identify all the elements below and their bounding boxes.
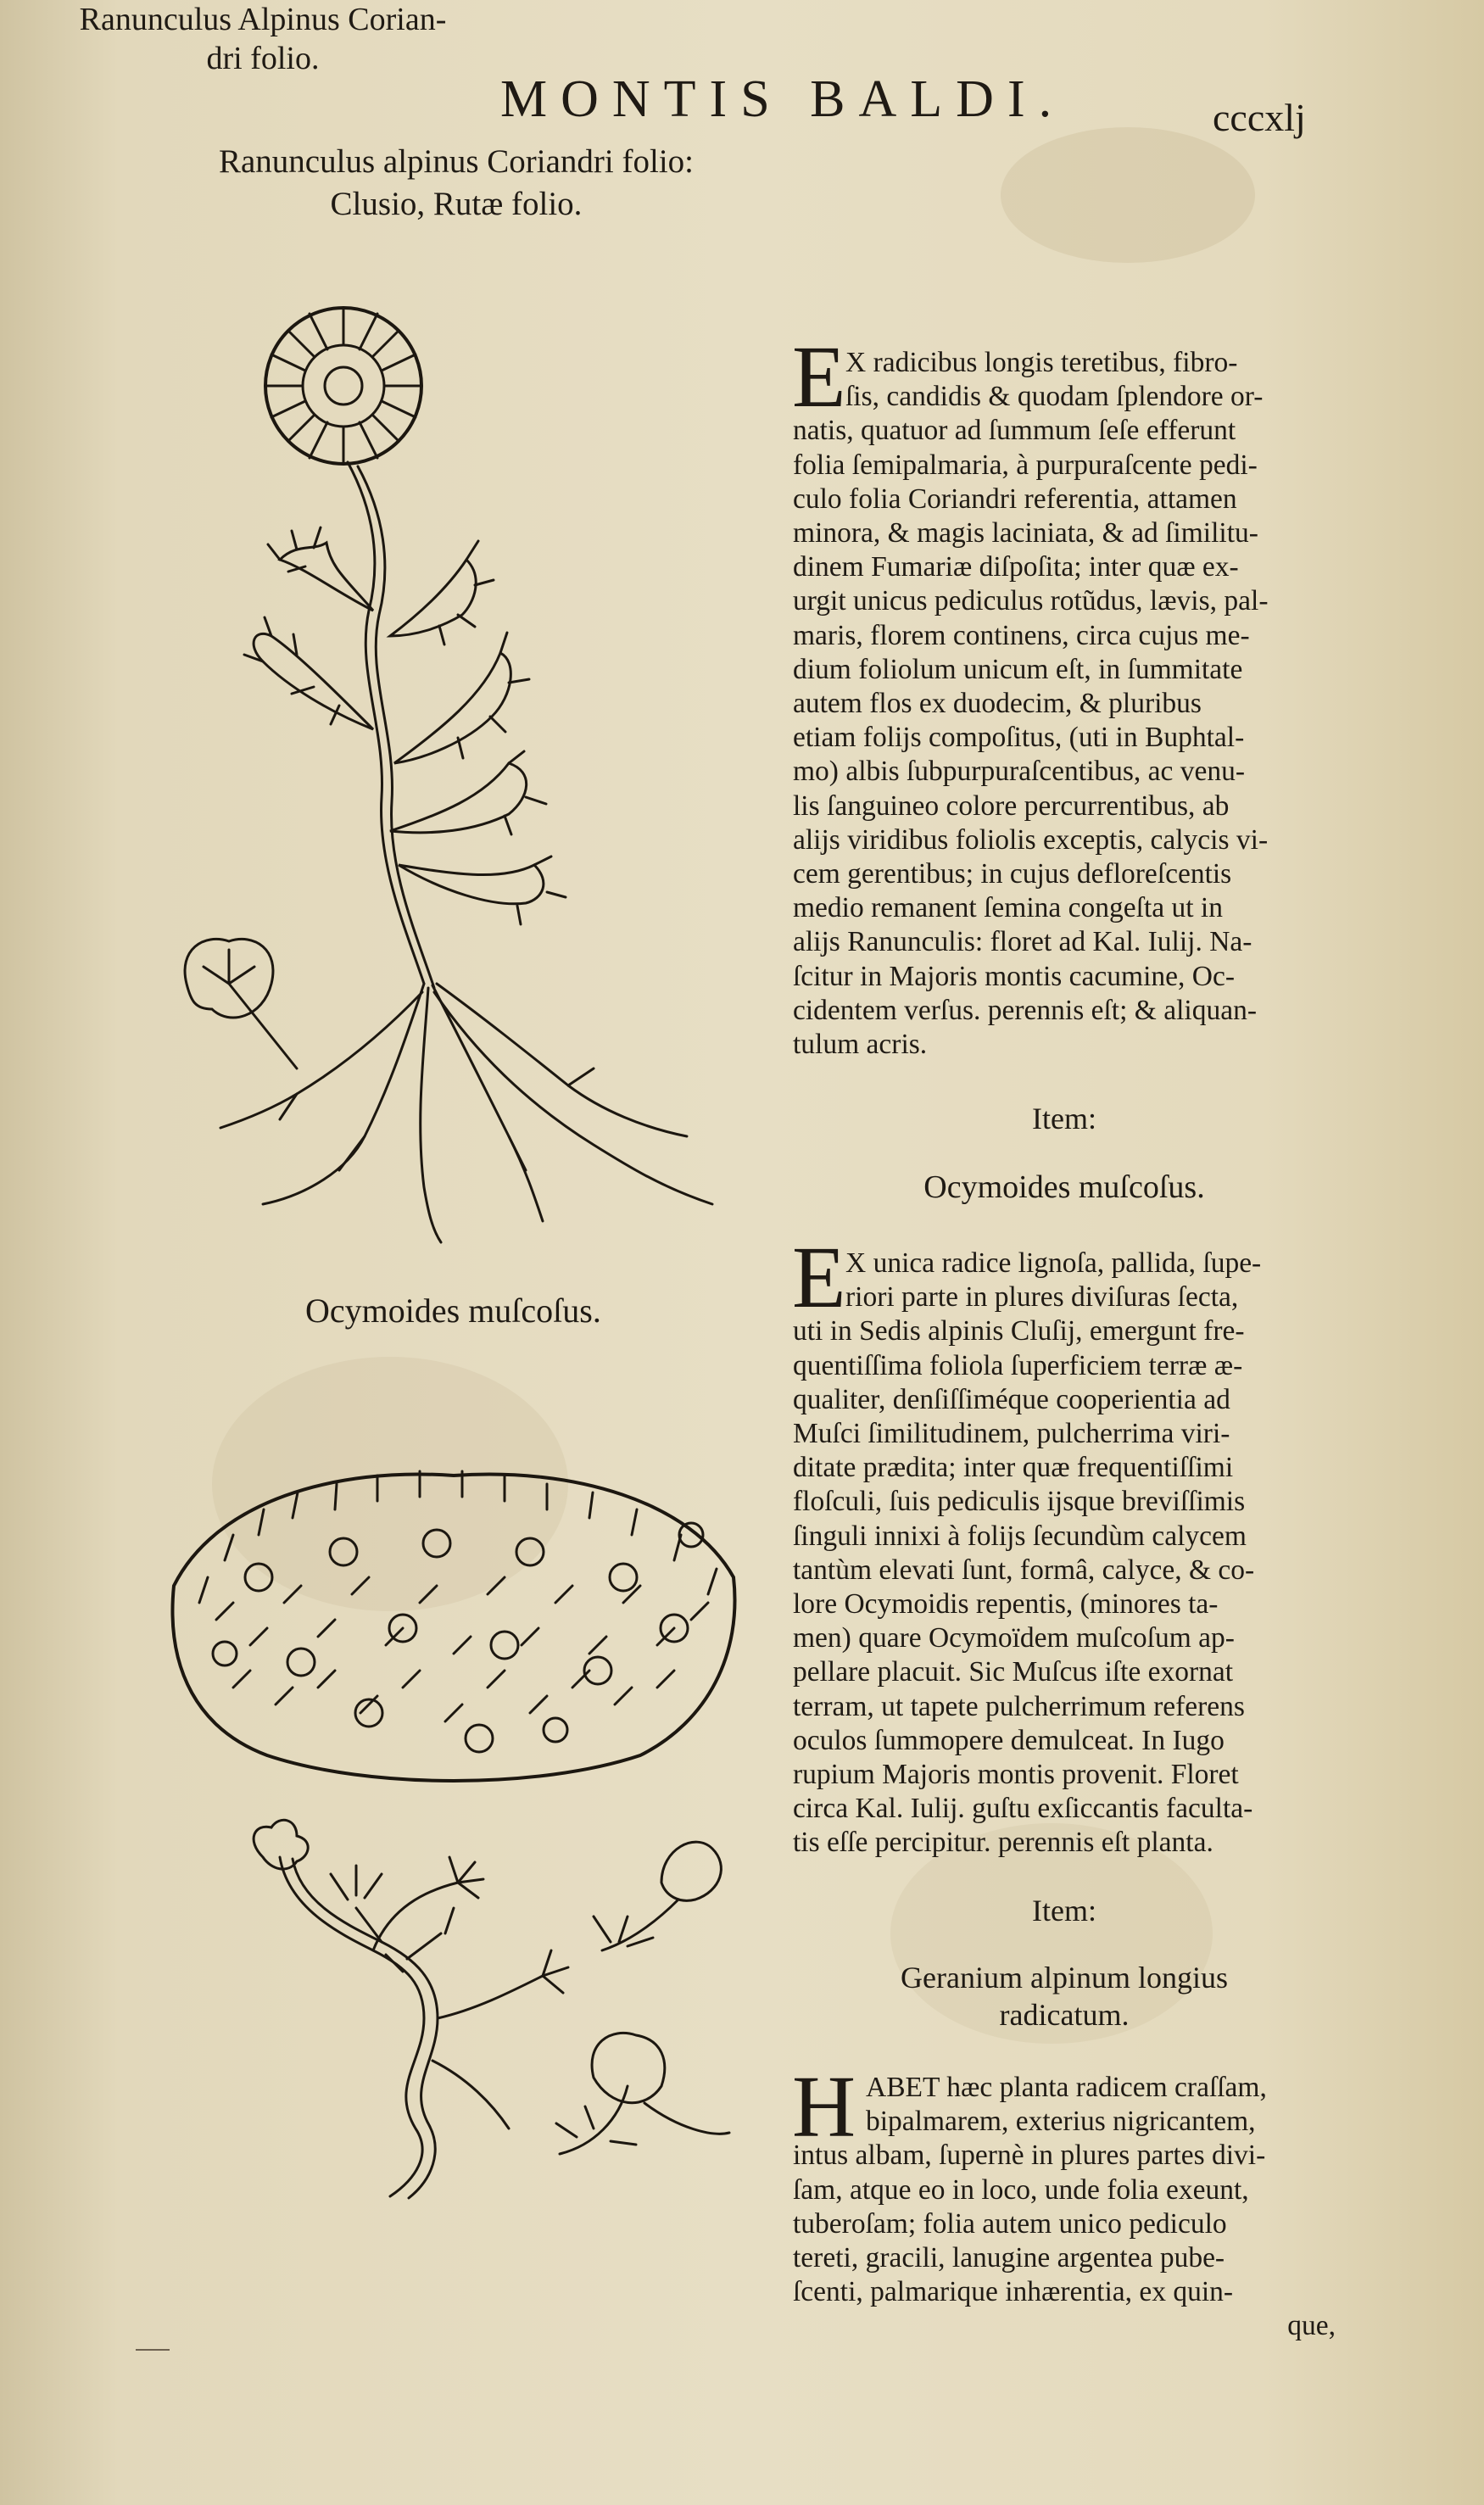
text-line: Muſci ſimilitudinem, pulcherrima viri- bbox=[793, 1418, 1230, 1450]
text-line: X unica radice lignoſa, pallida, ſupe- bbox=[845, 1247, 1262, 1279]
text-line: minora, & magis laciniata, & ad ſimilitu- bbox=[793, 517, 1258, 550]
section3-title-line2: radicatum. bbox=[999, 1998, 1130, 2032]
detached-leaf bbox=[185, 939, 297, 1068]
text-line: ſis, candidis & quodam ſplendore or- bbox=[845, 381, 1264, 413]
catchword: que, bbox=[1287, 2310, 1336, 2342]
section2-dropcap: E bbox=[792, 1229, 846, 1326]
text-line: dinem Fumariæ diſpoſita; inter quæ ex- bbox=[793, 551, 1239, 583]
margin-mark bbox=[136, 2349, 170, 2351]
text-line: rupium Majoris montis provenit. Floret bbox=[793, 1759, 1239, 1791]
text-line: uti in Sedis alpinis Cluſij, emergunt fre- bbox=[793, 1315, 1245, 1347]
text-line: X radicibus longis teretibus, fibro- bbox=[845, 347, 1238, 378]
text-line: ſam, atque eo in loco, unde folia exeunt, bbox=[793, 2173, 1249, 2206]
leaves bbox=[244, 527, 566, 924]
section3-title bbox=[793, 1959, 1336, 2034]
text-line: alijs Ranunculis: floret ad Kal. Iulij. Na- bbox=[793, 926, 1252, 958]
text-line: terram, ut tapete pulcherrimum referens bbox=[793, 1690, 1245, 1722]
text-line: men) quare Ocymoïdem muſcoſum ap- bbox=[793, 1622, 1235, 1654]
section1-paragraph bbox=[793, 346, 1336, 1062]
paper-stain bbox=[1001, 127, 1255, 263]
text-line: ſinguli innixi à folijs ſecundùm calycem bbox=[793, 1520, 1247, 1552]
text-line: mo) albis ſubpurpuraſcentibus, ac venu- bbox=[793, 756, 1246, 788]
text-line: culo folia Coriandri referentia, attamen bbox=[793, 483, 1237, 515]
section3-title-line1: Geranium alpinum longius bbox=[901, 1961, 1228, 1995]
item-heading: Item: bbox=[1032, 1102, 1096, 1135]
section1-title-line1: Ranunculus Alpinus Corian- bbox=[79, 2, 447, 37]
section1-title bbox=[0, 0, 526, 78]
text-line: folia ſemipalmaria, à purpuraſcente pedi- bbox=[793, 449, 1258, 481]
section1-dropcap: E bbox=[792, 328, 846, 426]
text-line: ſcitur in Majoris montis cacumine, Oc- bbox=[793, 960, 1235, 992]
text-line: lis ſanguineo colore percurrentibus, ab bbox=[793, 789, 1230, 822]
text-line: natis, quatuor ad ſummum ſeſe efferunt bbox=[793, 415, 1236, 447]
ocymoides-moss-woodcut bbox=[165, 1433, 742, 1789]
text-line: tulum acris. bbox=[793, 1029, 928, 1061]
text-line: circa Kal. Iulij. guſtu exſiccantis faculta- bbox=[793, 1793, 1253, 1825]
text-line: dium foliolum unicum eſt, in ſummitate bbox=[793, 653, 1243, 685]
section1-title-line2: dri folio. bbox=[206, 41, 320, 76]
sprig-upper-right bbox=[594, 1842, 721, 1950]
text-line: tereti, gracili, lanugine argentea pube- bbox=[793, 2242, 1225, 2274]
text-line: intus albam, ſupernè in plures partes divi- bbox=[793, 2140, 1266, 2172]
sprig-lower-right bbox=[556, 2033, 729, 2154]
text-line: ABET hæc planta radicem craſſam, bbox=[866, 2072, 1267, 2103]
text-line: lore Ocymoidis repentis, (minores ta- bbox=[793, 1588, 1219, 1621]
text-line: qualiter, denſiſſiméque cooperientia ad bbox=[793, 1383, 1230, 1415]
flower-head bbox=[265, 308, 421, 464]
section3-dropcap: H bbox=[792, 2058, 856, 2156]
ranunculus-woodcut bbox=[170, 288, 763, 1255]
figure1-caption-line1: Ranunculus alpinus Coriandri folio: bbox=[218, 143, 694, 180]
folio-number: cccxlj bbox=[1213, 96, 1306, 139]
section2-title: Ocymoides muſcoſus. bbox=[923, 1169, 1205, 1205]
section3-paragraph bbox=[792, 2058, 1336, 2344]
text-line: ſcenti, palmarique inhærentia, ex quin- bbox=[793, 2276, 1234, 2308]
item-heading: Item: bbox=[1032, 1894, 1096, 1928]
figure1-caption-line2: Clusio, Rutæ folio. bbox=[330, 186, 583, 222]
text-line: floſculi, ſuis pediculis ijsque breviſſimis bbox=[793, 1486, 1246, 1518]
section2-paragraph bbox=[793, 1247, 1336, 1861]
text-line: urgit unicus pediculus rotũdus, lævis, pal- bbox=[793, 585, 1269, 617]
text-line: cem gerentibus; in cujus defloreſcentis bbox=[793, 858, 1232, 890]
text-line: oculos ſummopere demulceat. In Iugo bbox=[793, 1724, 1225, 1756]
running-title: MONTIS BALDI. bbox=[500, 70, 1066, 128]
figure2-caption: Ocymoides muſcoſus. bbox=[305, 1292, 601, 1330]
text-line: bipalmarem, exterius nigricantem, bbox=[866, 2106, 1256, 2138]
text-line: etiam folijs compoſitus, (uti in Buphtal- bbox=[793, 722, 1245, 754]
ocymoides-root-woodcut bbox=[220, 1806, 746, 2230]
text-line: riori parte in plures diviſuras ſecta, bbox=[845, 1281, 1239, 1314]
text-line: pellare placuit. Sic Muſcus iſte exornat bbox=[793, 1656, 1234, 1688]
text-line: ditate prædita; inter quæ frequentiſſimi bbox=[793, 1452, 1234, 1484]
text-line: quentiſſima foliola ſuperficiem terræ æ- bbox=[793, 1349, 1243, 1381]
text-line: tuberoſam; folia autem unico pediculo bbox=[793, 2207, 1227, 2240]
text-line: autem flos ex duodecim, & pluribus bbox=[793, 688, 1202, 720]
text-line: medio remanent ſemina congeſta ut in bbox=[793, 892, 1223, 924]
roots bbox=[220, 984, 712, 1242]
text-line: maris, florem continens, circa cujus me- bbox=[793, 619, 1250, 651]
text-line: tantùm elevati ſunt, formâ, calyce, & co- bbox=[793, 1554, 1255, 1586]
text-line: tis eſſe percipitur. perennis eſt planta. bbox=[793, 1827, 1213, 1859]
figure1-caption bbox=[185, 141, 728, 226]
text-line: cidentem verſus. perennis eſt; & aliquan- bbox=[793, 994, 1257, 1026]
text-line: alijs viridibus foliolis exceptis, calycis vi- bbox=[793, 823, 1269, 856]
